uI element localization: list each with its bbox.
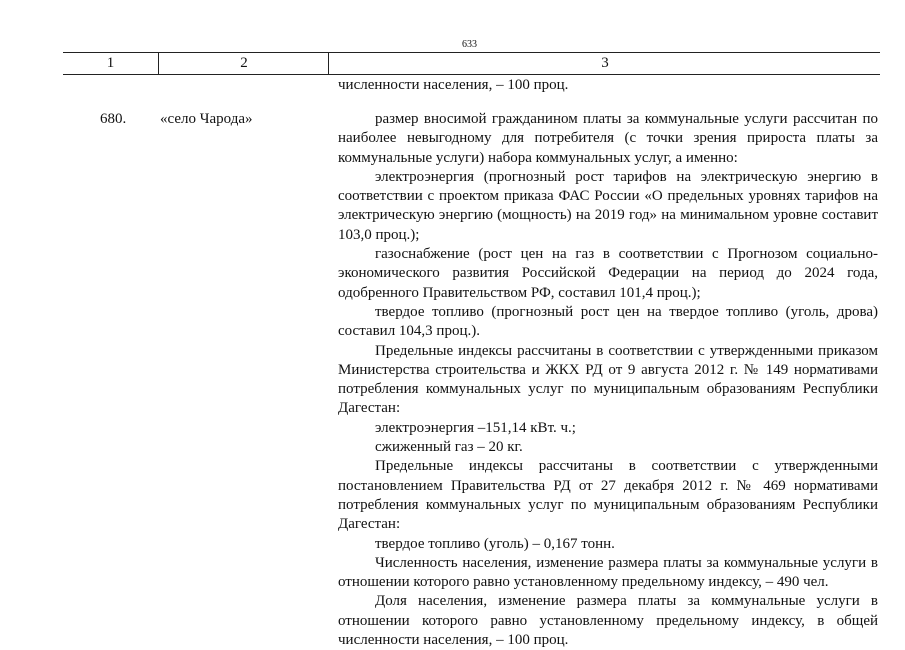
column-header-2: 2 — [158, 53, 329, 74]
paragraph: твердое топливо (уголь) – 0,167 тонн. — [375, 535, 615, 552]
column-header-1: 1 — [106, 55, 115, 71]
paragraph: Предельные индексы рассчитаны в соответствии с утвержденными постановлением Правительства РД от 27 декабря 2012 г. № 469 нормативами потребления коммунальных услуг по муниципальным образованиям Республики Дагестан: — [338, 458, 878, 533]
paragraph: электроэнергия –151,14 кВт. ч.; — [375, 419, 576, 436]
column-header-3: 3 — [328, 53, 881, 74]
paragraph: сжиженный газ – 20 кг. — [375, 439, 523, 456]
paragraph: газоснабжение (рост цен на газ в соответствии с Прогнозом социально-экономического развития Российской Федерации на период до 2024 года, одобренного Правительством РФ, составил 101,4 проц.); — [338, 246, 878, 301]
continuation-text: численности населения, – 100 проц. — [338, 77, 569, 93]
paragraph: Предельные индексы рассчитаны в соответствии с утвержденными приказом Министерства строительства и ЖКХ РД от 9 августа 2012 г. № 149 нормативами потребления коммунальных услуг по муниципальным образованиям Республики Дагестан: — [338, 342, 878, 417]
paragraph: Численность населения, изменение размера платы за коммунальные услуги в отношении которого равно установленному предельному индексу, – 490 чел. — [338, 554, 878, 591]
paragraph: электроэнергия (прогнозный рост тарифов на электрическую энергию в соответствии с проектом приказа ФАС России «О предельных уровнях тарифов на электрическую энергию (мощность) на 2019 год» на минимальном уровне составит 103,0 проц.); — [338, 168, 878, 243]
entry-number: 680. — [100, 111, 127, 127]
page-number: 633 — [462, 39, 477, 50]
settlement-name: «село Чарода» — [160, 111, 253, 127]
entry-text — [338, 110, 878, 650]
paragraph: размер вносимой гражданином платы за коммунальные услуги рассчитан по наиболее невыгодному для потребителя (с точки зрения прироста платы за коммунальные услуги) набора коммунальных услуг, а именно: — [338, 111, 878, 166]
paragraph: Доля населения, изменение размера платы за коммунальные услуги в отношении которого равно установленному предельному индексу, в общей численности населения, – 100 проц. — [338, 593, 878, 649]
table-header — [63, 52, 880, 75]
paragraph: твердое топливо (прогнозный рост цен на твердое топливо (уголь, дрова) составил 104,3 проц.). — [338, 303, 878, 340]
